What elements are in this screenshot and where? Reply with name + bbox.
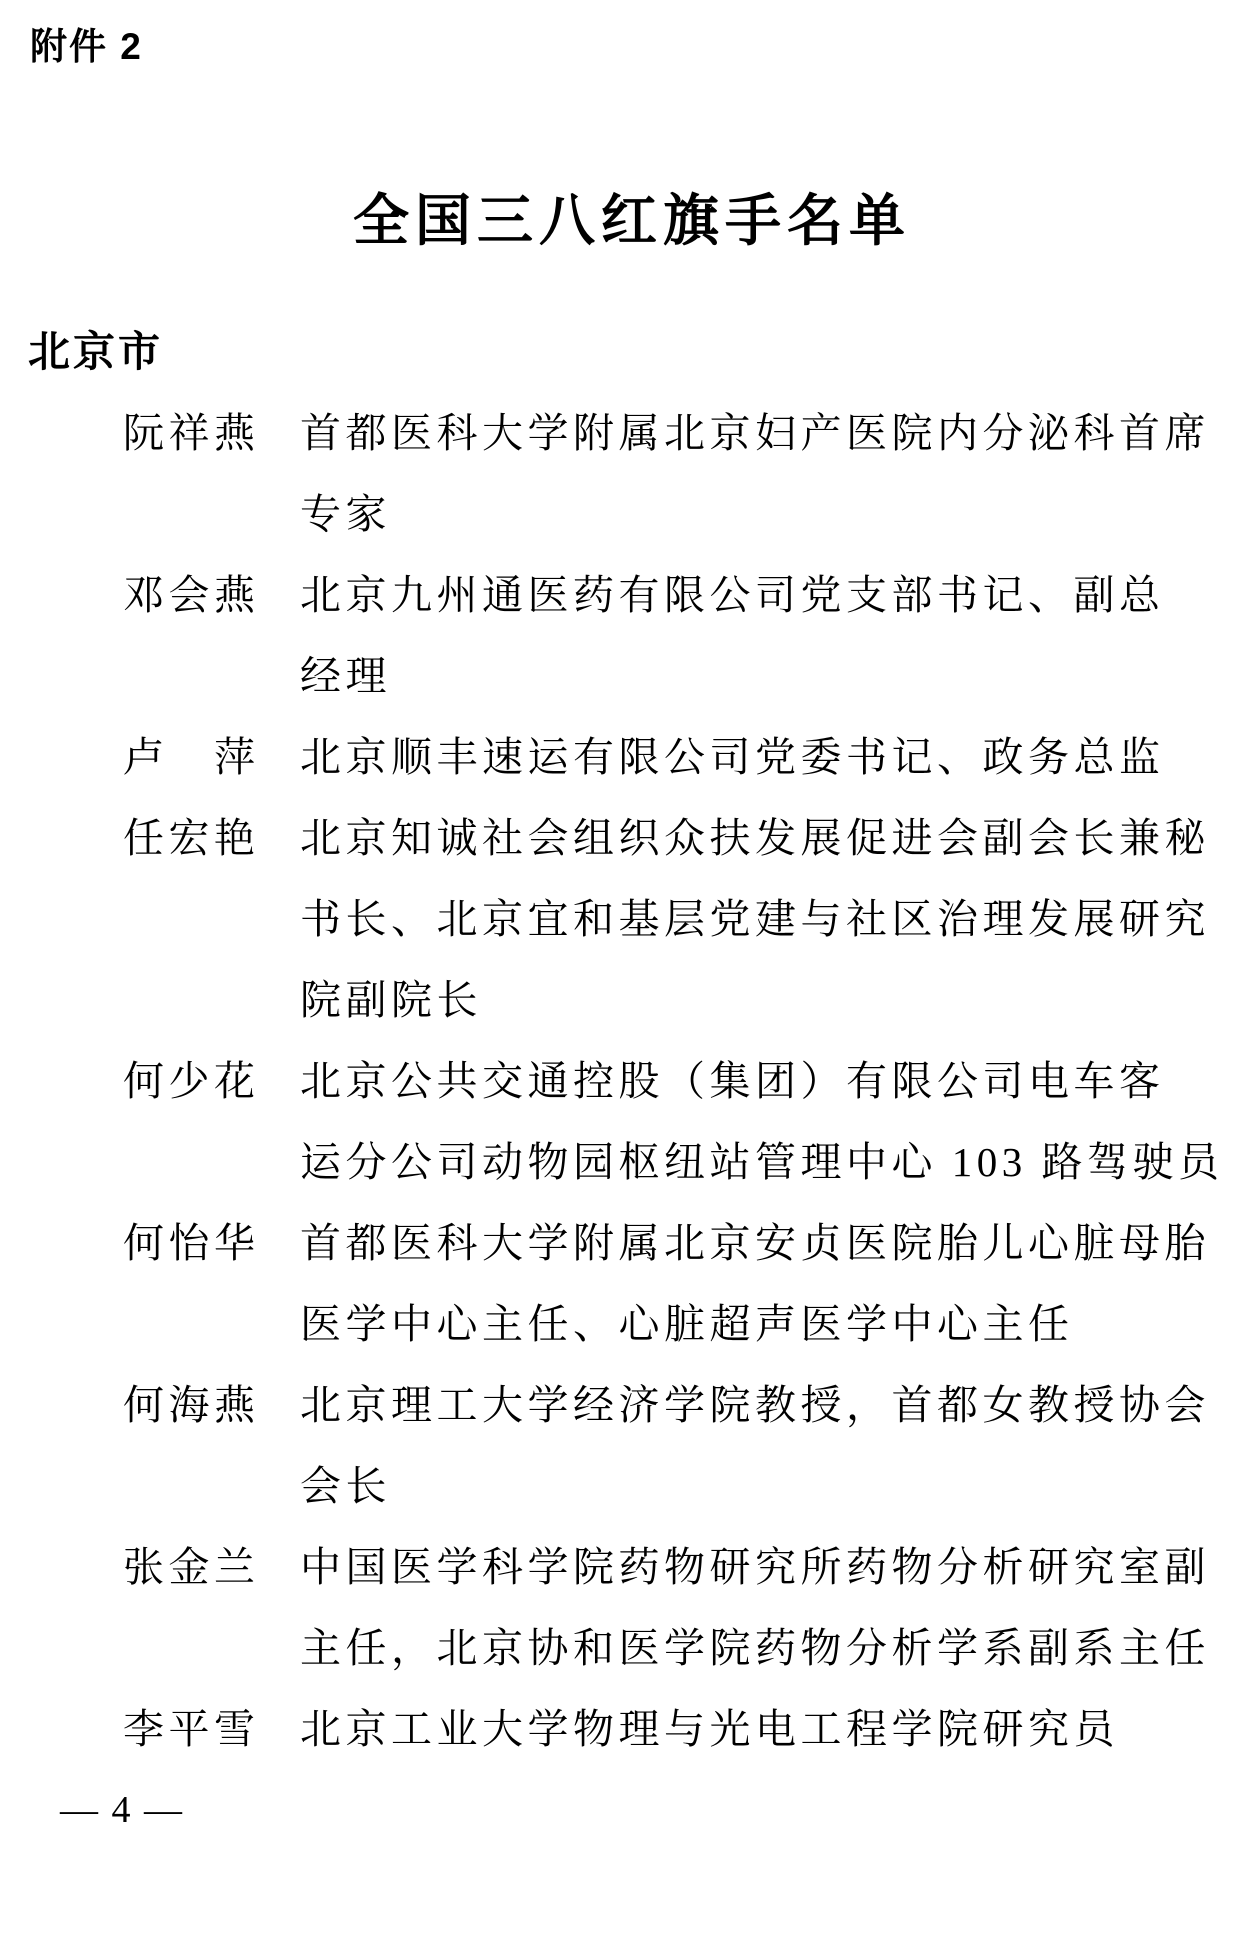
person-name: 何海燕 xyxy=(123,1382,255,1428)
list-item xyxy=(0,393,1242,555)
person-name: 何怡华 xyxy=(123,1220,255,1266)
section-heading-beijing: 北京市 xyxy=(28,328,164,375)
person-description-line: 北京理工大学经济学院教授，首都女教授协会 xyxy=(300,1382,1210,1428)
list-item xyxy=(0,1365,1242,1527)
page-number: — 4 — xyxy=(60,1789,184,1831)
entries-list xyxy=(0,393,1242,1770)
person-description xyxy=(300,1365,1210,1527)
person-name: 李平雪 xyxy=(123,1706,255,1752)
list-item xyxy=(0,798,1242,1041)
person-description-line: 首都医科大学附属北京安贞医院胎儿心脏母胎 xyxy=(300,1220,1210,1266)
person-description-line: 北京公共交通控股（集团）有限公司电车客 xyxy=(300,1058,1165,1104)
person-description-line: 北京工业大学物理与光电工程学院研究员 xyxy=(300,1706,1119,1752)
person-description xyxy=(300,1527,1210,1689)
list-item xyxy=(0,717,1242,798)
person-description xyxy=(300,555,1165,717)
person-description-line: 运分公司动物园枢纽站管理中心 103 路驾驶员 xyxy=(300,1139,1224,1185)
list-item xyxy=(0,1689,1242,1770)
person-description xyxy=(300,717,1165,798)
list-item xyxy=(0,1041,1242,1203)
person-description-line: 北京知诚社会组织众扶发展促进会副会长兼秘 xyxy=(300,815,1210,861)
page-title: 全国三八红旗手名单 xyxy=(353,191,911,253)
person-name: 邓会燕 xyxy=(123,572,255,618)
person-description xyxy=(300,1689,1119,1770)
person-description-line: 首都医科大学附属北京妇产医院内分泌科首席 xyxy=(300,410,1210,456)
person-description-line: 医学中心主任、心脏超声医学中心主任 xyxy=(300,1301,1074,1347)
person-description-line: 会长 xyxy=(300,1463,391,1509)
list-item xyxy=(0,555,1242,717)
person-description-line: 经理 xyxy=(300,653,391,699)
person-description-line: 主任，北京协和医学院药物分析学系副系主任 xyxy=(300,1625,1210,1671)
person-description-line: 北京顺丰速运有限公司党委书记、政务总监 xyxy=(300,734,1165,780)
list-item xyxy=(0,1203,1242,1365)
person-name: 任宏艳 xyxy=(123,815,255,861)
person-description-line: 中国医学科学院药物研究所药物分析研究室副 xyxy=(300,1544,1210,1590)
person-description-line: 书长、北京宜和基层党建与社区治理发展研究 xyxy=(300,896,1210,942)
person-name: 卢萍 xyxy=(123,734,255,780)
person-description-line: 专家 xyxy=(300,491,391,537)
person-name: 何少花 xyxy=(123,1058,255,1104)
person-description xyxy=(300,798,1210,1041)
person-name: 阮祥燕 xyxy=(123,410,255,456)
person-name: 张金兰 xyxy=(123,1544,255,1590)
person-description xyxy=(300,1041,1224,1203)
person-description xyxy=(300,1203,1210,1365)
person-description xyxy=(300,393,1210,555)
person-description-line: 北京九州通医药有限公司党支部书记、副总 xyxy=(300,572,1165,618)
attachment-label: 附件 2 xyxy=(30,26,143,67)
list-item xyxy=(0,1527,1242,1689)
person-description-line: 院副院长 xyxy=(300,977,482,1023)
